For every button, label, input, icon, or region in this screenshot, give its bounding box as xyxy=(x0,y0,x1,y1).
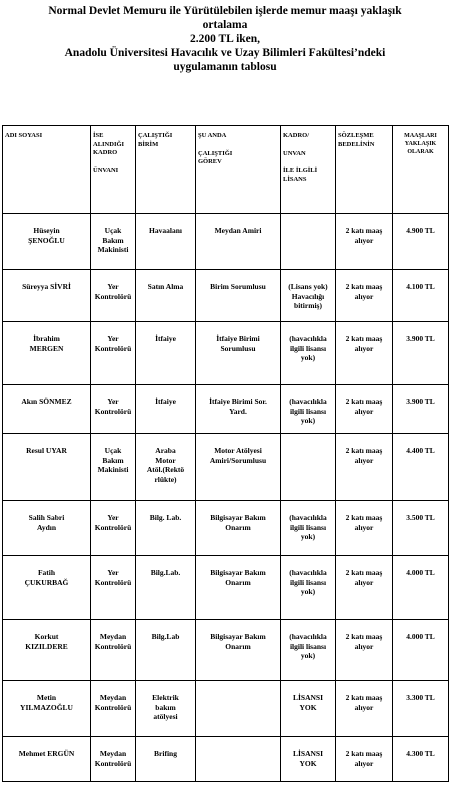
header-text: ÇALIŞTIĞI xyxy=(138,132,173,139)
cell-unit xyxy=(136,556,196,620)
cell-text: LİSANSI xyxy=(292,749,323,758)
cell-task xyxy=(196,501,281,556)
cell-text: 2 katı maaş xyxy=(345,632,383,641)
table-row xyxy=(3,214,449,270)
cell-unit xyxy=(136,385,196,434)
cell-text: 4.300 TL xyxy=(406,749,435,758)
cell-text: 4.900 TL xyxy=(406,226,435,235)
header-contract xyxy=(336,126,393,214)
cell-text: Süreyya SİVRİ xyxy=(22,282,71,291)
cell-text: Elektrik xyxy=(152,693,179,702)
cell-first-title xyxy=(91,434,136,501)
cell-text: Araba xyxy=(155,446,176,455)
cell-task xyxy=(196,270,281,322)
cell-text: İtfaiye Birimi xyxy=(216,334,260,343)
cell-text: (havacılıkla xyxy=(289,334,327,343)
table-row xyxy=(3,681,449,737)
cell-text: YILMAZOĞLU xyxy=(20,702,73,712)
cell-text: Kontrolörü xyxy=(94,522,132,532)
cell-text: Kontrolörü xyxy=(94,406,132,416)
cell-text: Uçak xyxy=(104,226,122,235)
cell-text: (havacılıkla xyxy=(289,632,327,641)
cell-degree xyxy=(281,556,336,620)
cell-text: 4.000 TL xyxy=(406,632,435,641)
header-first-title xyxy=(91,126,136,214)
header-text: ÜNVANI xyxy=(93,166,119,174)
cell-task xyxy=(196,434,281,501)
cell-text: Motor Atölyesi xyxy=(214,446,262,455)
cell-degree xyxy=(281,434,336,501)
cell-degree xyxy=(281,214,336,270)
cell-text: 2 katı maaş xyxy=(345,693,383,702)
table-row xyxy=(3,270,449,322)
cell-text: İbrahim xyxy=(33,334,60,343)
cell-salary xyxy=(393,556,449,620)
cell-text: ÇUKURBAĞ xyxy=(24,577,69,587)
cell-text: (havacılıkla xyxy=(289,513,327,522)
table-row xyxy=(3,620,449,681)
cell-salary xyxy=(393,434,449,501)
title-line: uygulamanın tablosu xyxy=(173,61,277,73)
cell-text: Aydın xyxy=(36,522,57,532)
cell-unit xyxy=(136,501,196,556)
header-unit xyxy=(136,126,196,214)
cell-text: Korkut xyxy=(34,632,59,641)
cell-text: 2 katı maaş xyxy=(345,749,383,758)
table-row xyxy=(3,556,449,620)
cell-text: Onarım xyxy=(225,641,251,651)
cell-text: Uçak xyxy=(104,446,122,455)
table-row xyxy=(3,501,449,556)
cell-text: Hüseyin xyxy=(33,226,60,235)
cell-first-title xyxy=(91,681,136,737)
table-row xyxy=(3,385,449,434)
cell-text: Makinisti xyxy=(97,465,129,474)
table-row xyxy=(3,434,449,501)
cell-degree xyxy=(281,681,336,737)
cell-text: Fatih xyxy=(37,568,56,577)
cell-text: Meydan Amiri xyxy=(214,226,262,235)
cell-text: (havacılıkla xyxy=(289,397,327,406)
header-text: ŞU ANDA xyxy=(198,132,227,139)
cell-task xyxy=(196,737,281,782)
header-text: ÇALIŞTIĞI xyxy=(198,149,233,157)
cell-text: Atöl.(Rektö xyxy=(146,465,185,474)
table-body xyxy=(3,126,449,782)
document-title xyxy=(0,4,450,74)
cell-text: Bakım xyxy=(102,235,124,245)
cell-text: Motor xyxy=(155,455,176,465)
cell-text: Brifing xyxy=(154,749,177,758)
cell-text: Amiri/Sorumlusu xyxy=(209,455,267,465)
cell-name xyxy=(3,501,91,556)
cell-first-title xyxy=(91,556,136,620)
table-row xyxy=(3,737,449,782)
cell-contract xyxy=(336,270,393,322)
cell-unit xyxy=(136,322,196,385)
cell-text: Akın SÖNMEZ xyxy=(21,397,72,406)
header-text: BEDELİNİN xyxy=(338,140,375,148)
cell-salary xyxy=(393,737,449,782)
cell-salary xyxy=(393,620,449,681)
cell-text: Meydan xyxy=(99,632,127,641)
cell-salary xyxy=(393,270,449,322)
cell-text: Yer xyxy=(107,334,119,343)
cell-text: alıyor xyxy=(354,758,374,768)
header-current-task xyxy=(196,126,281,214)
cell-text: yok) xyxy=(300,353,316,362)
cell-text: alıyor xyxy=(354,522,374,532)
cell-unit xyxy=(136,214,196,270)
cell-text: İtfaiye Birimi Sor. xyxy=(209,397,267,406)
cell-text: yok) xyxy=(300,651,316,660)
cell-text: 4.000 TL xyxy=(406,568,435,577)
cell-text: Meydan xyxy=(99,693,127,702)
cell-text: alıyor xyxy=(354,406,374,416)
cell-text: ilgili lisansı xyxy=(289,406,327,416)
cell-degree xyxy=(281,270,336,322)
cell-text: Onarım xyxy=(225,577,251,587)
cell-contract xyxy=(336,501,393,556)
cell-text: Kontrolörü xyxy=(94,291,132,301)
cell-text: Bilg.Lab. xyxy=(150,568,181,577)
cell-contract xyxy=(336,322,393,385)
cell-text: Kontrolörü xyxy=(94,577,132,587)
cell-text: 3.900 TL xyxy=(406,334,435,343)
cell-text: Yer xyxy=(107,282,119,291)
cell-text: 2 katı maaş xyxy=(345,226,383,235)
table-row xyxy=(3,322,449,385)
cell-text: 2 katı maaş xyxy=(345,282,383,291)
header-text: SÖZLEŞME xyxy=(338,132,374,139)
cell-text: Sorumlusu xyxy=(220,343,256,353)
cell-text: Yer xyxy=(107,397,119,406)
cell-text: 3.500 TL xyxy=(406,513,435,522)
header-text xyxy=(93,158,133,167)
cell-unit xyxy=(136,270,196,322)
cell-text: 2 katı maaş xyxy=(345,513,383,522)
header-text: ADI SOYASI xyxy=(5,132,43,139)
cell-text: Bilgisayar Bakım xyxy=(210,568,266,577)
cell-name xyxy=(3,214,91,270)
cell-text: ilgili lisansı xyxy=(289,343,327,353)
cell-text: Yer xyxy=(107,513,119,522)
cell-contract xyxy=(336,681,393,737)
cell-contract xyxy=(336,556,393,620)
header-text: YAKLAŞIK xyxy=(404,141,437,147)
cell-text: rlükte) xyxy=(154,474,177,484)
header-text xyxy=(283,158,333,167)
cell-text: İtfaiye xyxy=(155,334,176,343)
cell-text: 3.900 TL xyxy=(406,397,435,406)
cell-text: Kontrolörü xyxy=(94,702,132,712)
cell-name xyxy=(3,270,91,322)
header-text: UNVAN xyxy=(283,149,306,157)
cell-text: Kontrolörü xyxy=(94,343,132,353)
cell-text: 2 katı maaş xyxy=(345,568,383,577)
cell-text: Bakım xyxy=(102,455,124,465)
header-text xyxy=(198,141,278,150)
header-degree xyxy=(281,126,336,214)
cell-text: 2 katı maaş xyxy=(345,446,383,455)
header-text: OLARAK xyxy=(407,149,434,155)
cell-contract xyxy=(336,385,393,434)
cell-name xyxy=(3,681,91,737)
cell-text: Mehmet ERGÜN xyxy=(18,749,75,758)
cell-text: ŞENOĞLU xyxy=(28,235,65,245)
cell-name xyxy=(3,434,91,501)
cell-contract xyxy=(336,214,393,270)
header-text: KADRO/ xyxy=(283,132,309,139)
header-text: KADRO xyxy=(93,149,118,156)
cell-text: Meydan xyxy=(99,749,127,758)
cell-first-title xyxy=(91,385,136,434)
cell-text: Bilg.Lab xyxy=(151,632,180,641)
header-text: ALINDIĞI xyxy=(93,140,125,148)
title-line: ortalama xyxy=(202,19,248,31)
cell-text: Kontrolörü xyxy=(94,758,132,768)
cell-text: alıyor xyxy=(354,577,374,587)
cell-task xyxy=(196,556,281,620)
cell-text: yok) xyxy=(300,416,316,425)
cell-degree xyxy=(281,322,336,385)
header-text xyxy=(283,141,333,150)
header-text: BİRİM xyxy=(138,140,159,148)
cell-salary xyxy=(393,501,449,556)
cell-first-title xyxy=(91,214,136,270)
cell-first-title xyxy=(91,501,136,556)
cell-text: İtfaiye xyxy=(155,397,176,406)
cell-text: (Lisans yok) xyxy=(288,282,328,291)
cell-text: bakım xyxy=(155,702,176,712)
cell-task xyxy=(196,322,281,385)
cell-text: 3.300 TL xyxy=(406,693,435,702)
cell-name xyxy=(3,620,91,681)
cell-text: Kontrolörü xyxy=(94,641,132,651)
header-text: GÖREV xyxy=(198,158,222,165)
cell-unit xyxy=(136,620,196,681)
cell-text: Onarım xyxy=(225,522,251,532)
header-row xyxy=(3,126,449,214)
cell-contract xyxy=(336,620,393,681)
cell-text: ilgili lisansı xyxy=(289,522,327,532)
cell-text: Satın Alma xyxy=(147,282,184,291)
cell-salary xyxy=(393,681,449,737)
cell-text: MERGEN xyxy=(29,343,64,353)
header-text: İLE İLGİLİ xyxy=(283,167,318,174)
cell-degree xyxy=(281,737,336,782)
cell-text: alıyor xyxy=(354,235,374,245)
cell-first-title xyxy=(91,737,136,782)
cell-unit xyxy=(136,681,196,737)
header-text: MAAŞLARI xyxy=(404,133,437,139)
title-line: 2.200 TL iken, xyxy=(189,33,261,45)
cell-salary xyxy=(393,385,449,434)
header-name xyxy=(3,126,91,214)
cell-text: 4.100 TL xyxy=(406,282,435,291)
cell-text: LİSANSI xyxy=(292,693,323,702)
cell-text: KIZILDERE xyxy=(25,641,68,651)
cell-text: ilgili lisansı xyxy=(289,577,327,587)
header-salary xyxy=(393,126,449,214)
cell-salary xyxy=(393,322,449,385)
cell-text: ilgili lisansı xyxy=(289,641,327,651)
cell-unit xyxy=(136,737,196,782)
cell-text: Makinisti xyxy=(97,245,129,254)
cell-first-title xyxy=(91,322,136,385)
cell-task xyxy=(196,214,281,270)
header-text: LİSANS xyxy=(283,175,307,183)
cell-text: yok) xyxy=(300,587,316,596)
cell-text: Yer xyxy=(107,568,119,577)
cell-text: Havaalanı xyxy=(149,226,182,235)
cell-text: 4.400 TL xyxy=(406,446,435,455)
cell-first-title xyxy=(91,620,136,681)
cell-text: Salih Sabri xyxy=(28,513,65,522)
cell-first-title xyxy=(91,270,136,322)
cell-text: (havacılıkla xyxy=(289,568,327,577)
cell-text: Metin xyxy=(36,693,57,702)
cell-degree xyxy=(281,501,336,556)
title-line: Normal Devlet Memuru ile Yürütülebilen işlerde memur maaşı yaklaşık xyxy=(48,5,402,17)
header-text: İSE xyxy=(93,132,104,139)
cell-text: Resul UYAR xyxy=(26,446,67,455)
cell-text: 2 katı maaş xyxy=(345,334,383,343)
cell-text: 2 katı maaş xyxy=(345,397,383,406)
cell-degree xyxy=(281,385,336,434)
cell-task xyxy=(196,620,281,681)
cell-name xyxy=(3,556,91,620)
cell-name xyxy=(3,737,91,782)
salary-table xyxy=(2,125,449,782)
cell-text: alıyor xyxy=(354,455,374,465)
cell-salary xyxy=(393,214,449,270)
cell-text: alıyor xyxy=(354,641,374,651)
cell-name xyxy=(3,385,91,434)
title-line: Anadolu Üniversitesi Havacılık ve Uzay Bilimleri Fakültesi’ndeki xyxy=(64,47,386,59)
cell-text: Bilgisayar Bakım xyxy=(210,632,266,641)
cell-unit xyxy=(136,434,196,501)
cell-task xyxy=(196,681,281,737)
cell-contract xyxy=(336,737,393,782)
cell-text: alıyor xyxy=(354,291,374,301)
cell-text: YOK xyxy=(299,758,317,768)
cell-name xyxy=(3,322,91,385)
cell-text: Havacılığı xyxy=(291,291,325,301)
cell-text: Birim Sorumlusu xyxy=(210,282,266,291)
cell-text: atölyesi xyxy=(153,712,178,721)
cell-text: YOK xyxy=(299,702,317,712)
cell-task xyxy=(196,385,281,434)
cell-contract xyxy=(336,434,393,501)
cell-text: alıyor xyxy=(354,702,374,712)
cell-text: alıyor xyxy=(354,343,374,353)
cell-degree xyxy=(281,620,336,681)
cell-text: yok) xyxy=(300,532,316,541)
cell-text: Yard. xyxy=(229,406,247,416)
cell-text: Bilg. Lab. xyxy=(149,513,182,522)
cell-text: Bilgisayar Bakım xyxy=(210,513,266,522)
cell-text: bitirmiş) xyxy=(294,301,322,310)
